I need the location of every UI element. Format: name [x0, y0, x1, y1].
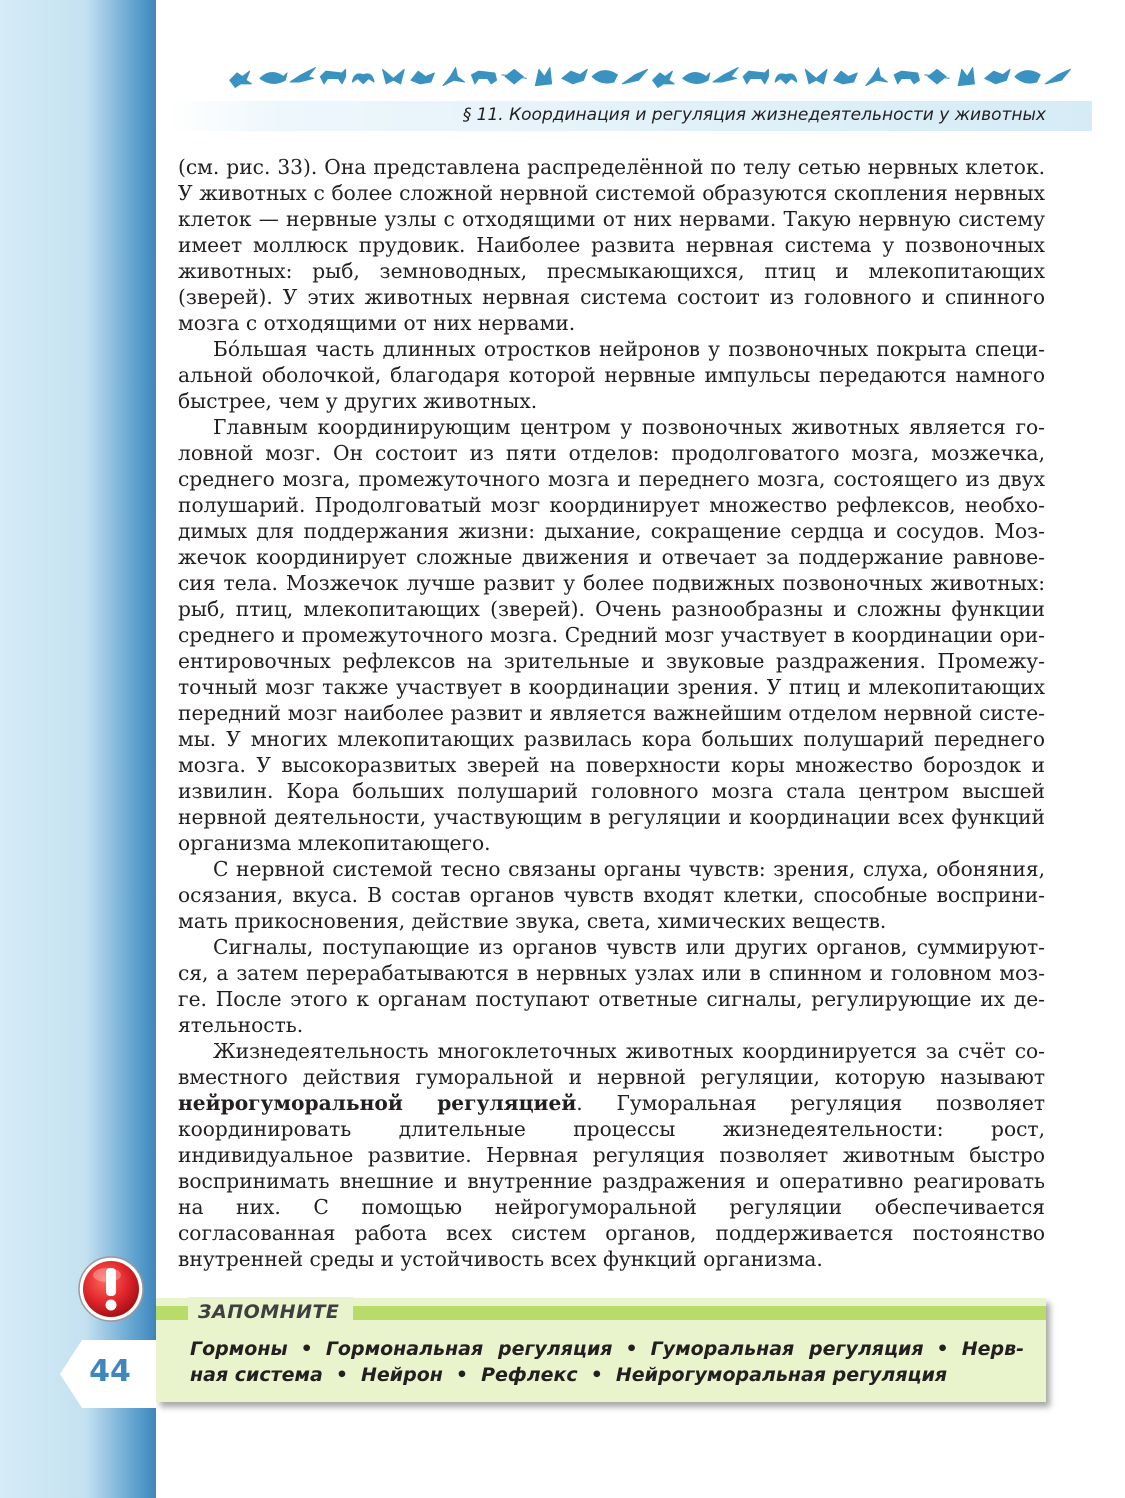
term: Нейрон	[361, 1364, 443, 1386]
animal-silhouette-icon	[866, 68, 888, 86]
paragraph: Бо́льшая часть длинных отростков нейронов у позвоночных покрыта специальной оболочкой, благодаря которой нервные импульсы передаются намного быстрее, чем у других животных.	[178, 337, 1045, 413]
term: Нервная система	[190, 1338, 1025, 1386]
section-title: § 11. Координация и регуляция жизнедеятельности у животных	[462, 105, 1046, 125]
animal-silhouette-icon	[1015, 71, 1040, 83]
animal-silhouette-icon	[230, 71, 252, 87]
page-number: 44	[89, 1354, 131, 1389]
animal-silhouettes-decoration	[228, 64, 1092, 94]
animal-silhouette-icon	[985, 69, 1010, 83]
animal-silhouette-icon	[443, 68, 465, 86]
animal-silhouette-icon	[352, 74, 374, 84]
animal-silhouette-icon	[383, 69, 405, 83]
animal-silhouette-icon	[411, 71, 434, 84]
main-text	[178, 154, 1045, 1272]
remember-label: ЗАПОМНИТЕ	[188, 1297, 353, 1327]
animal-silhouette-icon	[958, 68, 974, 86]
remember-header-strip	[156, 1301, 1046, 1323]
animal-silhouette-icon	[290, 68, 315, 82]
animal-silhouette-icon	[743, 69, 768, 83]
page-number-tab	[60, 1340, 156, 1408]
term: Рефлекс	[481, 1364, 578, 1386]
bullet-separator: •	[936, 1338, 949, 1360]
paragraph: (см. рис. 33). Она представлена распределённой по телу сетью нервных клеток. У животных с более сложной нервной системой образуются скопления нервных клеток — нервные узлы с отходящими от них нервами. Такую нервную систему имеет моллюск прудовик. Наиболее развита нервная система у позвоночных животных: рыб, земноводных, пресмыкающихся, птиц и млекопитающих (зверей). У этих животных нервная система состоит из головного и спинного мозга с отходящими от них нервами.	[178, 155, 1045, 335]
animal-silhouette-icon	[260, 73, 287, 84]
bullet-separator: •	[300, 1338, 313, 1360]
animal-silhouette-icon	[775, 74, 797, 84]
animal-silhouette-icon	[1045, 69, 1070, 83]
exclamation-alert-icon	[77, 1255, 145, 1323]
paragraph: Сигналы, поступающие из органов чувств или других органов, суммируются, а затем перерабатываются в нервных узлах или в спинном и головном мозге. После этого к органам поступают ответные сигналы, регулирующие их деятельность.	[178, 935, 1045, 1037]
animal-silhouette-icon	[622, 69, 647, 83]
animal-silhouette-icon	[924, 69, 949, 83]
term: Нейрогуморальная регуляция	[615, 1364, 948, 1386]
animal-silhouette-icon	[894, 71, 919, 84]
bullet-separator: •	[625, 1338, 638, 1360]
term: Гормональная регуляция	[325, 1338, 613, 1360]
paragraph-text: . Гуморальная регуляция позволяет координировать длительные процессы жизнедеятельности: рост, индивидуальное развитие. Нервная регуляция позволяет животным быстро воспринимать внешние и внутренние раздражения и оперативно реагировать на них. С помощью нейрогуморальной регуляции обеспечивается согласованная работа всех систем органов, поддерживается постоянство внутренней среды и устойчивость всех функций организма.	[178, 1091, 1045, 1271]
animal-silhouette-icon	[320, 69, 345, 83]
remember-terms	[190, 1336, 1024, 1388]
animal-silhouette-icon	[562, 69, 587, 83]
key-term: нейрогуморальной регуляцией	[178, 1091, 577, 1115]
paragraph-text: Жизнедеятельность многоклеточных животных координируется за счёт совместного действия гуморальной и нервной регуляции, которую называют	[178, 1039, 1045, 1089]
animal-silhouette-icon	[653, 71, 675, 87]
animal-silhouette-icon	[683, 73, 710, 84]
animal-silhouette-icon	[502, 69, 527, 83]
remember-box	[156, 1298, 1046, 1402]
animal-silhouette-icon	[834, 71, 857, 84]
bullet-separator: •	[455, 1364, 469, 1386]
animal-silhouette-icon	[592, 71, 617, 83]
animal-silhouette-icon	[471, 71, 496, 84]
paragraph-key-term	[178, 1038, 1045, 1272]
bullet-separator: •	[590, 1364, 603, 1386]
animal-silhouettes-icon	[228, 64, 1092, 94]
animal-silhouette-icon	[805, 69, 827, 83]
paragraph: Главным координирующим центром у позвоночных животных является головной мозг. Он состоит из пяти отделов: продолговатого мозга, мозжечка, среднего мозга, промежуточного мозга и переднего мозга, состоящего из двух полушарий. Продолговатый мозг координирует множество рефлексов, необходимых для поддержания жизни: дыхание, сокращение сердца и сосудов. Мозжечок координирует сложные движения и отвечает за поддержание равновесия тела. Мозжечок лучше развит у более подвижных позвоночных животных: рыб, птиц, млекопитающих (зверей). Очень разнообразны и сложны функции среднего и промежуточного мозга. Средний мозг участвует в координации ориентировочных рефлексов на зрительные и звуковые раздражения. Промежуточный мозг также участвует в координации зрения. У птиц и млекопитающих передний мозг наиболее развит и является важнейшим отделом нервной системы. У многих млекопитающих развилась кора больших полушарий переднего мозга. У высокоразвитых зверей на поверхности коры множество бороздок и извилин. Кора больших полушарий головного мозга стала центром высшей нервной деятельности, участвующим в регуляции и координации всех функций организма млекопитающего.	[178, 415, 1045, 855]
term: Гормоны	[190, 1338, 288, 1360]
running-header	[168, 101, 1092, 131]
bullet-separator: •	[335, 1364, 349, 1386]
paragraph: С нервной системой тесно связаны органы чувств: зрения, слуха, обоняния, осязания, вкуса. В состав органов чувств входят клетки, способные воспринимать прикосновения, действие звука, света, химических веществ.	[178, 857, 1045, 933]
term: Гуморальная регуляция	[650, 1338, 924, 1360]
animal-silhouette-icon	[713, 68, 738, 82]
animal-silhouette-icon	[535, 68, 551, 86]
